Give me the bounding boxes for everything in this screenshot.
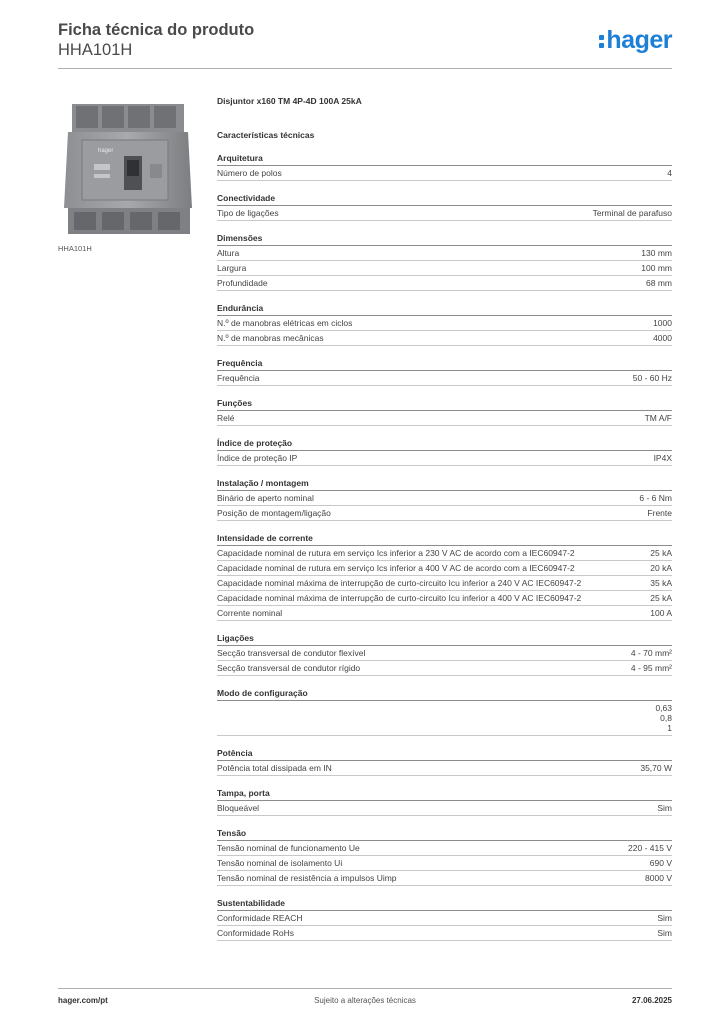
spec-label: Bloqueável xyxy=(217,803,260,813)
spec-row xyxy=(217,606,672,621)
spec-row xyxy=(217,206,672,221)
spec-group-title: Conectividade xyxy=(217,193,672,206)
header-divider xyxy=(58,68,672,69)
spec-label: Corrente nominal xyxy=(217,608,283,618)
footer-note: Sujeito a alterações técnicas xyxy=(314,996,416,1005)
spec-row xyxy=(217,911,672,926)
spec-value: 1000 xyxy=(653,318,672,328)
spec-label: Secção transversal de condutor flexível xyxy=(217,648,366,658)
spec-row xyxy=(217,261,672,276)
product-reference: HHA101H xyxy=(58,41,133,59)
spec-value: 220 - 415 V xyxy=(628,843,672,853)
spec-group xyxy=(217,303,672,346)
spec-row xyxy=(217,801,672,816)
spec-group xyxy=(217,233,672,291)
spec-label: Conformidade RoHs xyxy=(217,928,295,938)
spec-group xyxy=(217,898,672,941)
spec-row xyxy=(217,166,672,181)
spec-value-line: 1 xyxy=(667,723,672,733)
spec-value: 68 mm xyxy=(646,278,672,288)
spec-row xyxy=(217,871,672,886)
spec-label: Frequência xyxy=(217,373,260,383)
footer-date: 27.06.2025 xyxy=(631,996,672,1005)
spec-row xyxy=(217,546,672,561)
spec-group xyxy=(217,533,672,621)
spec-group xyxy=(217,788,672,816)
spec-group xyxy=(217,153,672,181)
spec-value-line: 0,8 xyxy=(660,713,672,723)
spec-value: 35 kA xyxy=(650,578,672,588)
spec-label: Relé xyxy=(217,413,235,423)
spec-value xyxy=(655,703,672,733)
spec-label: Binário de aperto nominal xyxy=(217,493,314,503)
spec-label: Tipo de ligações xyxy=(217,208,279,218)
spec-value: 50 - 60 Hz xyxy=(632,373,672,383)
spec-row xyxy=(217,841,672,856)
spec-label: N.º de manobras elétricas em ciclos xyxy=(217,318,353,328)
spec-group-title: Modo de configuração xyxy=(217,688,672,701)
spec-value: 690 V xyxy=(649,858,672,868)
spec-group xyxy=(217,193,672,221)
spec-value: Sim xyxy=(657,913,672,923)
spec-group-title: Intensidade de corrente xyxy=(217,533,672,546)
spec-row xyxy=(217,371,672,386)
spec-value: Sim xyxy=(657,803,672,813)
spec-groups xyxy=(217,153,672,941)
spec-group-title: Dimensões xyxy=(217,233,672,246)
spec-row xyxy=(217,316,672,331)
section-heading: Características técnicas xyxy=(217,130,315,140)
spec-value: Frente xyxy=(647,508,672,518)
spec-content xyxy=(217,96,672,941)
spec-group-title: Ligações xyxy=(217,633,672,646)
image-caption: HHA101H xyxy=(58,244,92,253)
spec-label: Potência total dissipada em IN xyxy=(217,763,332,773)
spec-label: Capacidade nominal máxima de interrupção de curto-circuito Icu inferior a 400 V AC IEC60947-2 xyxy=(217,593,582,603)
spec-value: 8000 V xyxy=(645,873,672,883)
spec-group xyxy=(217,398,672,426)
spec-group xyxy=(217,828,672,886)
spec-row xyxy=(217,661,672,676)
spec-group xyxy=(217,688,672,736)
product-name: Disjuntor x160 TM 4P-4D 100A 25kA xyxy=(217,96,362,106)
spec-group-title: Sustentabilidade xyxy=(217,898,672,911)
spec-value: 4 - 70 mm² xyxy=(630,648,672,658)
spec-label: Conformidade REACH xyxy=(217,913,303,923)
spec-value: Terminal de parafuso xyxy=(592,208,672,218)
spec-value: 4 - 95 mm² xyxy=(630,663,672,673)
spec-label: Secção transversal de condutor rígido xyxy=(217,663,361,673)
spec-group-title: Índice de proteção xyxy=(217,438,672,451)
page-title: Ficha técnica do produto xyxy=(58,21,255,39)
device-brand-label: hager xyxy=(98,148,114,154)
spec-row xyxy=(217,276,672,291)
spec-group xyxy=(217,358,672,386)
spec-row xyxy=(217,926,672,941)
logo-dots-icon xyxy=(599,30,605,50)
spec-label: Tensão nominal de isolamento Ui xyxy=(217,858,343,868)
spec-group-title: Tampa, porta xyxy=(217,788,672,801)
spec-label: Posição de montagem/ligação xyxy=(217,508,331,518)
spec-value: 20 kA xyxy=(650,563,672,573)
spec-label: Altura xyxy=(217,248,240,258)
spec-value: TM A/F xyxy=(644,413,672,423)
spec-label: Largura xyxy=(217,263,247,273)
spec-row xyxy=(217,576,672,591)
spec-group-title: Instalação / montagem xyxy=(217,478,672,491)
spec-row xyxy=(217,646,672,661)
spec-row xyxy=(217,451,672,466)
spec-value: 100 A xyxy=(650,608,672,618)
spec-group-title: Arquitetura xyxy=(217,153,672,166)
spec-value: 4000 xyxy=(653,333,672,343)
spec-row xyxy=(217,331,672,346)
spec-value: 4 xyxy=(667,168,672,178)
spec-label: Profundidade xyxy=(217,278,268,288)
spec-label: N.º de manobras mecânicas xyxy=(217,333,324,343)
spec-value: 130 mm xyxy=(641,248,672,258)
spec-label: Capacidade nominal máxima de interrupção de curto-circuito Icu inferior a 240 V AC IEC60947-2 xyxy=(217,578,582,588)
spec-value: 25 kA xyxy=(650,548,672,558)
spec-row xyxy=(217,506,672,521)
logo-text: hager xyxy=(606,26,672,54)
footer-website-link[interactable]: hager.com/pt xyxy=(58,996,108,1005)
footer-divider xyxy=(58,988,672,989)
spec-row xyxy=(217,411,672,426)
spec-group-title: Endurância xyxy=(217,303,672,316)
spec-row xyxy=(217,701,672,736)
circuit-breaker-photo-icon xyxy=(58,96,202,240)
hager-logo xyxy=(599,26,672,54)
spec-group xyxy=(217,633,672,676)
spec-row xyxy=(217,761,672,776)
spec-group-title: Frequência xyxy=(217,358,672,371)
spec-value: IP4X xyxy=(653,453,672,463)
spec-group-title: Potência xyxy=(217,748,672,761)
spec-row xyxy=(217,591,672,606)
spec-label: Número de polos xyxy=(217,168,282,178)
spec-value: 35,70 W xyxy=(640,763,672,773)
spec-value: 25 kA xyxy=(650,593,672,603)
spec-group xyxy=(217,748,672,776)
spec-label: Capacidade nominal de rutura em serviço Ics inferior a 400 V AC de acordo com a IEC60947-2 xyxy=(217,563,575,573)
spec-value-line: 0,63 xyxy=(655,703,672,713)
spec-row xyxy=(217,561,672,576)
spec-value: 6 - 6 Nm xyxy=(639,493,672,503)
spec-row xyxy=(217,856,672,871)
spec-label: Índice de proteção IP xyxy=(217,453,298,463)
spec-row xyxy=(217,246,672,261)
spec-group-title: Funções xyxy=(217,398,672,411)
spec-row xyxy=(217,491,672,506)
spec-label: Capacidade nominal de rutura em serviço Ics inferior a 230 V AC de acordo com a IEC60947-2 xyxy=(217,548,575,558)
spec-group xyxy=(217,478,672,521)
spec-group xyxy=(217,438,672,466)
spec-label: Tensão nominal de resistência a impulsos Uimp xyxy=(217,873,397,883)
page-header xyxy=(58,20,672,60)
spec-label: Tensão nominal de funcionamento Ue xyxy=(217,843,360,853)
spec-value: 100 mm xyxy=(641,263,672,273)
spec-value: Sim xyxy=(657,928,672,938)
spec-group-title: Tensão xyxy=(217,828,672,841)
